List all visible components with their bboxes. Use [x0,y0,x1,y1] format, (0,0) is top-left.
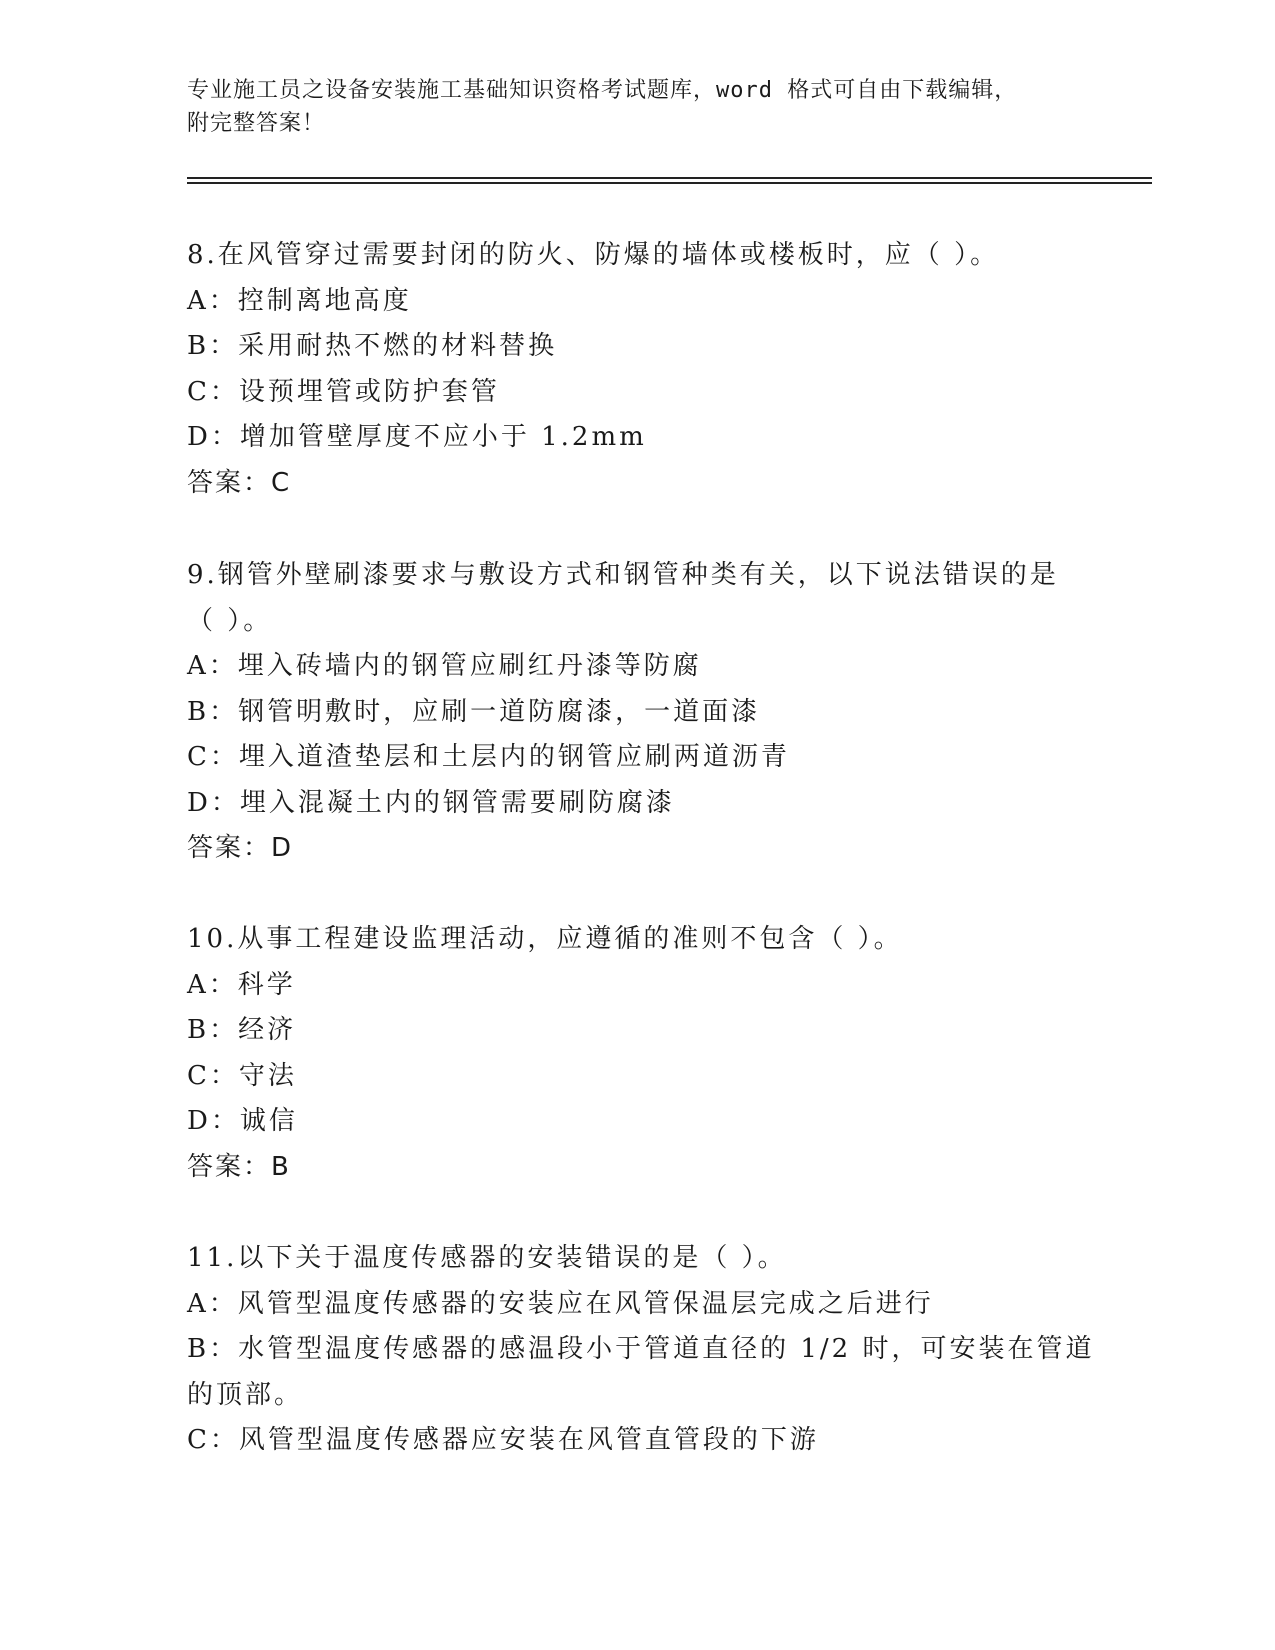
option-a: A：埋入砖墙内的钢管应刷红丹漆等防腐 [187,651,702,681]
option-b: B：水管型温度传感器的感温段小于管道直径的 1/2 时，可安装在管道 [187,1334,1095,1364]
document-header [187,74,1067,140]
option-a: A：科学 [187,969,296,1000]
option-c: C：守法 [187,1060,297,1091]
question-stem-continued: （ ）。 [187,605,273,636]
option-d: D：埋入混凝土内的钢管需要刷防腐漆 [187,787,675,818]
option-c: C：风管型温度传感器应安装在风管直管段的下游 [187,1425,819,1455]
header-divider-bottom [187,182,1152,184]
header-divider-top [187,177,1152,179]
option-b: B：钢管明敷时，应刷一道防腐漆，一道面漆 [187,696,761,727]
answer: 答案：C [187,467,292,498]
question-11 [187,1236,1095,1464]
question-stem: 9.钢管外壁刷漆要求与敷设方式和钢管种类有关，以下说法错误的是 [187,560,1059,590]
question-stem: 8.在风管穿过需要封闭的防火、防爆的墙体或楼板时，应（ ）。 [187,240,1000,270]
question-9 [187,553,1087,872]
option-a: A：风管型温度传感器的安装应在风管保温层完成之后进行 [187,1288,934,1319]
option-d: D：诚信 [187,1106,298,1136]
option-c: C：设预埋管或防护套管 [187,376,500,407]
option-b: B：经济 [187,1015,297,1045]
header-line-1: 专业施工员之设备安装施工基础知识资格考试题库，word 格式可自由下载编辑， [187,78,1018,103]
option-d: D：增加管壁厚度不应小于 1.2mm [187,422,647,452]
question-10 [187,917,1087,1190]
question-stem: 10.从事工程建设监理活动，应遵循的准则不包含（ ）。 [187,924,903,954]
answer: 答案：B [187,1151,291,1182]
question-stem: 11.以下关于温度传感器的安装错误的是（ ）。 [187,1243,787,1273]
header-line-2: 附完整答案！ [187,111,326,136]
question-8 [187,233,1087,506]
option-b: B：采用耐热不燃的材料替换 [187,331,558,361]
answer: 答案：D [187,833,294,863]
option-b-continued: 的顶部。 [187,1379,304,1410]
option-a: A：控制离地高度 [187,285,412,316]
option-c: C：埋入道渣垫层和土层内的钢管应刷两道沥青 [187,742,790,772]
